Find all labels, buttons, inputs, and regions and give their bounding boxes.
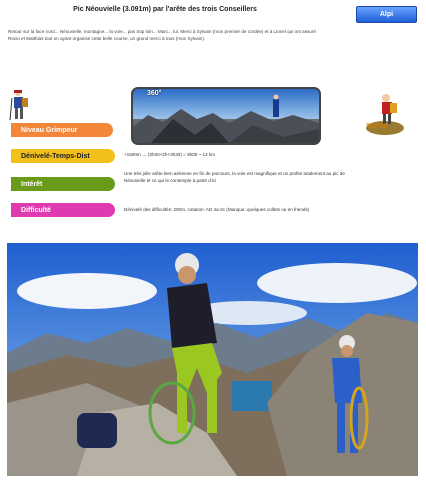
- page-title: Pic Néouvielle (3.091m) par l'arête des trois Conseillers: [73, 6, 257, 13]
- intro-text: Retour sur la face nord... Néouvielle, montagne... la voie... pas trop loin... Marc... lui. Merci à Sylvain (mon premier de cordée) et à Lionel qui ont assuré Rocio et Matthias tout en ayant organisé cette belle course, un grand merci à tous (mon Sylvain).: [8, 29, 316, 41]
- climbers-photo: [7, 243, 418, 476]
- info-label-3: Intérêt: [11, 177, 115, 191]
- panorama-image[interactable]: [131, 87, 321, 145]
- info-value-3: Une très jolie arête bien aérienne en fin de parcours, la voie est magnifique et on profite totalement au pic de Néouvielle et ce qui le contemple à partir d'ici: [124, 171, 345, 183]
- panorama-360-label: 360°: [147, 90, 162, 97]
- info-label-4: Difficulté: [11, 203, 115, 217]
- info-label-2: Dénivelé-Temps-Dist: [11, 149, 115, 163]
- topo-link[interactable]: TOPOS: [366, 124, 387, 130]
- panorama-scene: [133, 89, 319, 143]
- hiker-icon: [9, 88, 35, 122]
- alpi-button[interactable]: Alpi: [356, 6, 417, 23]
- info-value-2: +1500m → (3h30+2h+3h30) = 9h00 ~ 14 km: [124, 152, 216, 157]
- climbers-scene: [7, 243, 418, 476]
- info-label-1: Niveau Grimpeur: [11, 123, 113, 137]
- info-value-4: Dénivelé des difficultés: 200m, cotation: AD 4a-3c (Manque: quelques collets ou en friends): [124, 207, 310, 212]
